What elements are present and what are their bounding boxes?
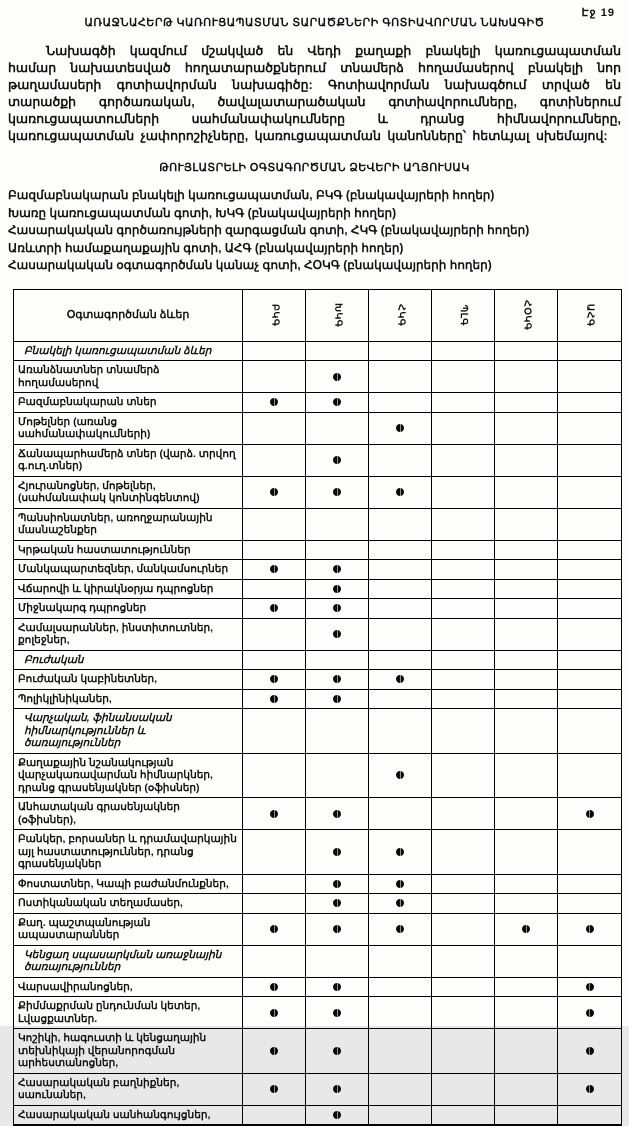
zone-cell (432, 393, 495, 413)
zone-cell (306, 342, 369, 362)
permitted-dot-icon (586, 810, 594, 818)
permitted-dot-icon (333, 899, 341, 907)
zone-cell (306, 477, 369, 509)
zone-cell (432, 690, 495, 710)
zone-cell (369, 914, 432, 946)
zone-cell (306, 1106, 369, 1126)
zone-cell (243, 1074, 306, 1106)
permitted-dot-icon (333, 1085, 341, 1093)
zone-cell (306, 875, 369, 895)
zone-cell (369, 413, 432, 445)
zone-cell (243, 393, 306, 413)
zone-cell (369, 509, 432, 541)
zone-column-header (243, 290, 306, 342)
permitted-dot-icon (333, 398, 341, 406)
zone-cell (495, 798, 558, 830)
zone-cell (243, 798, 306, 830)
permitted-dot-icon (396, 880, 404, 888)
zone-cell (558, 894, 621, 914)
zone-cell (243, 509, 306, 541)
zone-cell (495, 560, 558, 580)
table-row-label: Փոստատներ, Կապի բաժանմունքներ, (14, 875, 243, 895)
legend-item: Հասարակական օգտագործման կանաչ գոտի, ՀՕԿԳ (բնակավայրերի հողեր) (8, 257, 629, 275)
zone-abbrev: ԱՀԳ (583, 304, 596, 327)
zone-cell (432, 342, 495, 362)
zone-cell (495, 830, 558, 875)
zone-cell (243, 754, 306, 799)
zone-cell (495, 477, 558, 509)
permitted-dot-icon (333, 880, 341, 888)
zone-cell (369, 709, 432, 754)
table-row-label: Հյուրանոցներ, մոթելներ, (սահմանափակ կոնտինգենտով) (14, 477, 243, 509)
zone-cell (369, 393, 432, 413)
zone-abbrev: ՊԼԳ (457, 304, 470, 325)
zone-cell (558, 690, 621, 710)
zone-cell (558, 978, 621, 998)
zone-cell (432, 997, 495, 1029)
permitted-dot-icon (270, 675, 278, 683)
zone-cell (432, 651, 495, 671)
permitted-dot-icon (396, 488, 404, 496)
zone-cell (495, 413, 558, 445)
zone-cell (306, 1074, 369, 1106)
zone-cell (306, 670, 369, 690)
zone-cell (495, 690, 558, 710)
zone-cell (558, 393, 621, 413)
table-row-label: Ոստիկանական տեղամասեր, (14, 894, 243, 914)
zone-cell (432, 541, 495, 561)
zone-cell (306, 393, 369, 413)
table-row-label: Առանձնատներ տնամերձ հողամասերով (14, 361, 243, 393)
zone-column-header (495, 290, 558, 342)
page-number: Էջ 19 (582, 6, 616, 19)
zone-cell (306, 754, 369, 799)
zone-cell (243, 709, 306, 754)
zone-cell (306, 690, 369, 710)
zone-cell (369, 560, 432, 580)
table-title: ԹՈՒՅԼԱՏՐԵԼԻ ՕԳՏԱԳՈՐԾՄԱՆ ՁԵՎԵՐԻ ԱՂՅՈՒՍԱԿ (0, 145, 629, 174)
zone-cell (558, 709, 621, 754)
zone-cell (558, 599, 621, 619)
zone-cell (369, 875, 432, 895)
zone-cell (495, 541, 558, 561)
permitted-dot-icon (270, 1085, 278, 1093)
zone-cell (243, 619, 306, 651)
zone-abbrev: ՀՕԿԳ (520, 300, 533, 330)
permitted-dot-icon (586, 925, 594, 933)
permitted-dot-icon (396, 424, 404, 432)
permitted-dot-icon (586, 983, 594, 991)
zone-cell (243, 599, 306, 619)
zone-abbrev: ԲԿԳ (268, 304, 281, 327)
zone-cell (306, 619, 369, 651)
table-section-row-label: Վարչական, ֆինանսական հիմնարկություններ և ծառայություններ (14, 709, 243, 754)
permitted-dot-icon (270, 1047, 278, 1055)
zone-cell (243, 1106, 306, 1126)
zone-cell (558, 798, 621, 830)
permitted-dot-icon (333, 848, 341, 856)
permitted-dot-icon (396, 848, 404, 856)
zone-cell (495, 875, 558, 895)
zone-cell (558, 560, 621, 580)
zone-cell (369, 830, 432, 875)
zone-cell (306, 830, 369, 875)
zone-cell (432, 361, 495, 393)
zone-cell (243, 541, 306, 561)
zone-cell (558, 651, 621, 671)
permitted-dot-icon (586, 1085, 594, 1093)
permitted-dot-icon (333, 585, 341, 593)
zone-cell (369, 599, 432, 619)
zone-cell (369, 997, 432, 1029)
zone-cell (243, 670, 306, 690)
zone-cell (495, 1106, 558, 1126)
zone-cell (495, 619, 558, 651)
table-row-label: Քիմմաքրման ընդունման կետեր, Լվացքատներ. (14, 997, 243, 1029)
table-row-label: Կրթական հաստատություններ (14, 541, 243, 561)
zone-cell (432, 709, 495, 754)
zone-cell (495, 361, 558, 393)
zone-cell (306, 914, 369, 946)
zone-cell (306, 580, 369, 600)
zone-column-header (306, 290, 369, 342)
permitted-dot-icon (333, 1047, 341, 1055)
zone-cell (558, 1029, 621, 1074)
table-row-label: Հասարակական սանհանգույցներ, (14, 1106, 243, 1126)
zone-abbrev: ՀԿԳ (394, 304, 407, 326)
zone-cell (495, 1029, 558, 1074)
permitted-dot-icon (396, 899, 404, 907)
permitted-dot-icon (522, 925, 530, 933)
permitted-dot-icon (586, 1047, 594, 1055)
zone-cell (243, 978, 306, 998)
zone-cell (243, 445, 306, 477)
zone-cell (432, 978, 495, 998)
zone-cell (243, 580, 306, 600)
zone-cell (243, 914, 306, 946)
zone-cell (432, 509, 495, 541)
zone-cell (432, 1074, 495, 1106)
zone-cell (558, 946, 621, 978)
zone-cell (432, 599, 495, 619)
table-section-row-label: Բուժական (14, 651, 243, 671)
zone-cell (495, 393, 558, 413)
table-section-row-label: Կենցաղ սպասարկման առաջնային ծառայություններ (14, 946, 243, 978)
permitted-dot-icon (270, 695, 278, 703)
permitted-dot-icon (333, 983, 341, 991)
zone-cell (558, 361, 621, 393)
permitted-dot-icon (333, 1111, 341, 1119)
zone-cell (243, 894, 306, 914)
zone-column-header (558, 290, 621, 342)
table-row-label: Միջնակարգ դպրոցներ (14, 599, 243, 619)
zone-cell (495, 599, 558, 619)
zone-cell (495, 754, 558, 799)
zone-cell (432, 830, 495, 875)
zone-cell (306, 413, 369, 445)
zone-cell (558, 670, 621, 690)
zone-cell (306, 798, 369, 830)
zone-cell (495, 651, 558, 671)
table-row-label: Ճանապարհամերձ տներ (վարձ. տրվող գ.ուղ.տներ) (14, 445, 243, 477)
table-row-label: Համալսարաններ, ինստիտուտներ, քոլեջներ, (14, 619, 243, 651)
permitted-dot-icon (333, 630, 341, 638)
zone-cell (369, 894, 432, 914)
zone-abbrev: ԽԿԳ (331, 303, 344, 327)
table-row-label: Բանկեր, բորսաներ և դրամավարկային այլ հաստատություններ, դրանց գրասենյակներ (14, 830, 243, 875)
zone-cell (369, 946, 432, 978)
legend-item: Առևտրի համաքաղաքային գոտի, ԱՀԳ (բնակավայրերի հողեր) (8, 240, 629, 258)
permitted-dot-icon (333, 565, 341, 573)
zone-cell (495, 580, 558, 600)
zone-cell (306, 509, 369, 541)
permitted-dot-icon (270, 604, 278, 612)
zone-cell (432, 914, 495, 946)
zone-cell (369, 670, 432, 690)
zone-cell (495, 978, 558, 998)
permitted-dot-icon (333, 373, 341, 381)
zone-cell (369, 580, 432, 600)
zone-cell (369, 541, 432, 561)
intro-paragraph: Նախագծի կազմում մշակված են Վեդի քաղաքի բնակելի կառուցապատման համար նախատեսված հողատարածքներում տնամերձ հողամասերով բնակելի նոր թաղամասերի գոտիավորման նախագիծը: Գոտիավորման նախագծում տրված են տարածքի գործառական, ծավալատարածական գոտիավորումները, գոտիներում կառուցապատումների սահմանափակումները և դրանց հիմնավորումները, կառուցապատման չափորոշիչները, կառուցապատման կանոնները՝ հետևյալ սխեմայով: (8, 43, 621, 145)
zone-cell (432, 1029, 495, 1074)
permitted-dot-icon (270, 488, 278, 496)
zone-cell (243, 651, 306, 671)
permitted-dot-icon (270, 1009, 278, 1017)
zone-cell (369, 361, 432, 393)
legend-item: Բազմաբնակարան բնակելի կառուցապատման, ԲԿԳ (բնակավայրերի հողեր) (8, 187, 629, 205)
zone-cell (369, 1106, 432, 1126)
zone-cell (558, 875, 621, 895)
zone-cell (306, 445, 369, 477)
table-row-label: Մանկապարտեզներ, մանկամսուրներ (14, 560, 243, 580)
table-row-label: Մոթելներ (առանց սահմանափակումների) (14, 413, 243, 445)
zone-cell (558, 1106, 621, 1126)
zone-cell (306, 599, 369, 619)
zone-legend (8, 187, 629, 275)
document-title: ԱՌԱՋՆԱՀԵՐԹ ԿԱՌՈՒՑԱՊԱՏՄԱՆ ՏԱՐԱԾՔՆԵՐԻ ԳՈՏԻԱՎՈՐՄԱՆ ՆԱԽԱԳԻԾ (0, 0, 629, 29)
zone-cell (495, 997, 558, 1029)
zone-cell (432, 619, 495, 651)
permitted-dot-icon (270, 810, 278, 818)
zone-cell (558, 830, 621, 875)
zone-cell (495, 946, 558, 978)
zone-cell (306, 978, 369, 998)
zone-cell (558, 754, 621, 799)
zone-cell (495, 1074, 558, 1106)
zone-cell (432, 670, 495, 690)
zone-cell (432, 413, 495, 445)
zone-cell (495, 509, 558, 541)
zone-cell (558, 541, 621, 561)
zone-cell (432, 894, 495, 914)
zone-cell (369, 754, 432, 799)
permitted-dot-icon (333, 675, 341, 683)
zone-cell (369, 651, 432, 671)
table-row-label: Քաղ. պաշտպանության ապաստարաններ (14, 914, 243, 946)
permitted-dot-icon (333, 456, 341, 464)
table-row-label: Քաղաքային նշանակության վարչակառավարման հիմնարկներ, դրանց գրասենյակներ (օֆիսներ) (14, 754, 243, 799)
permitted-dot-icon (333, 604, 341, 612)
zone-cell (495, 445, 558, 477)
table-row-label: Կոշիկի, հագուստի և կենցաղային տեխնիկայի վերանորոգման արհեստանոցներ, (14, 1029, 243, 1074)
permitted-dot-icon (333, 488, 341, 496)
permitted-dot-icon (586, 1009, 594, 1017)
zone-cell (558, 445, 621, 477)
table-row-label: Պոլիկլինիկաներ, (14, 690, 243, 710)
table-section-row-label: Բնակելի կառուցապատման ձևեր (14, 342, 243, 362)
zone-cell (432, 1106, 495, 1126)
zone-cell (432, 580, 495, 600)
zone-cell (243, 361, 306, 393)
zone-cell (432, 875, 495, 895)
zone-cell (369, 978, 432, 998)
zone-cell (558, 413, 621, 445)
zone-cell (495, 709, 558, 754)
permitted-dot-icon (333, 695, 341, 703)
zone-cell (558, 914, 621, 946)
zone-cell (558, 477, 621, 509)
zone-cell (243, 946, 306, 978)
table-row-label: Անհատական գրասենյակներ (օֆիսներ), (14, 798, 243, 830)
permitted-dot-icon (396, 675, 404, 683)
zone-cell (243, 560, 306, 580)
permitted-dot-icon (396, 771, 404, 779)
zone-cell (558, 509, 621, 541)
permitted-uses-table (13, 289, 622, 1126)
zone-cell (432, 798, 495, 830)
permitted-dot-icon (270, 983, 278, 991)
zone-cell (243, 875, 306, 895)
table-row-label: Պանսիոնատներ, առողջարանային մասնաշենքեր (14, 509, 243, 541)
permitted-dot-icon (270, 398, 278, 406)
permitted-dot-icon (333, 1009, 341, 1017)
zone-cell (369, 798, 432, 830)
zone-cell (243, 997, 306, 1029)
zone-cell (495, 914, 558, 946)
zone-cell (306, 560, 369, 580)
zone-cell (243, 690, 306, 710)
table-header-label: Օգտագործման ձևեր (14, 290, 243, 342)
zone-cell (495, 670, 558, 690)
legend-item: Հասարակական գործառույթների զարգացման գոտի, ՀԿԳ (բնակավայրերի հողեր) (8, 222, 629, 240)
zone-cell (558, 342, 621, 362)
table-row-label: Հասարակական բաղնիքներ, սաունաներ, (14, 1074, 243, 1106)
zone-cell (306, 709, 369, 754)
zone-cell (243, 342, 306, 362)
zone-cell (495, 894, 558, 914)
permitted-dot-icon (396, 925, 404, 933)
zone-cell (432, 445, 495, 477)
zone-cell (243, 830, 306, 875)
zone-cell (243, 413, 306, 445)
zone-cell (369, 445, 432, 477)
zone-cell (306, 894, 369, 914)
zone-cell (306, 361, 369, 393)
legend-item: Խառը կառուցապատման գոտի, ԽԿԳ (բնակավայրերի հողեր) (8, 205, 629, 223)
zone-cell (369, 342, 432, 362)
zone-cell (306, 1029, 369, 1074)
table-row-label: Բուժական կաբինետներ, (14, 670, 243, 690)
zone-cell (369, 1029, 432, 1074)
zone-cell (306, 997, 369, 1029)
zone-cell (558, 619, 621, 651)
permitted-dot-icon (270, 925, 278, 933)
table-row-label: Վարսավիրանոցներ, (14, 978, 243, 998)
table-row-label: Վճարովի և կիրակնօրյա դպրոցներ (14, 580, 243, 600)
zone-cell (369, 690, 432, 710)
zone-cell (495, 342, 558, 362)
zone-cell (306, 946, 369, 978)
permitted-dot-icon (333, 925, 341, 933)
zone-cell (306, 541, 369, 561)
zone-column-header (432, 290, 495, 342)
zone-cell (369, 477, 432, 509)
zone-cell (432, 477, 495, 509)
zone-cell (558, 997, 621, 1029)
zone-cell (432, 754, 495, 799)
zone-cell (432, 946, 495, 978)
table-row-label: Բազմաբնակարան տներ (14, 393, 243, 413)
permitted-dot-icon (333, 810, 341, 818)
zone-cell (558, 1074, 621, 1106)
zone-cell (369, 619, 432, 651)
zone-cell (243, 477, 306, 509)
zone-cell (306, 651, 369, 671)
zone-cell (432, 560, 495, 580)
zone-column-header (369, 290, 432, 342)
zone-cell (558, 580, 621, 600)
permitted-dot-icon (270, 565, 278, 573)
zone-cell (369, 1074, 432, 1106)
zone-cell (243, 1029, 306, 1074)
